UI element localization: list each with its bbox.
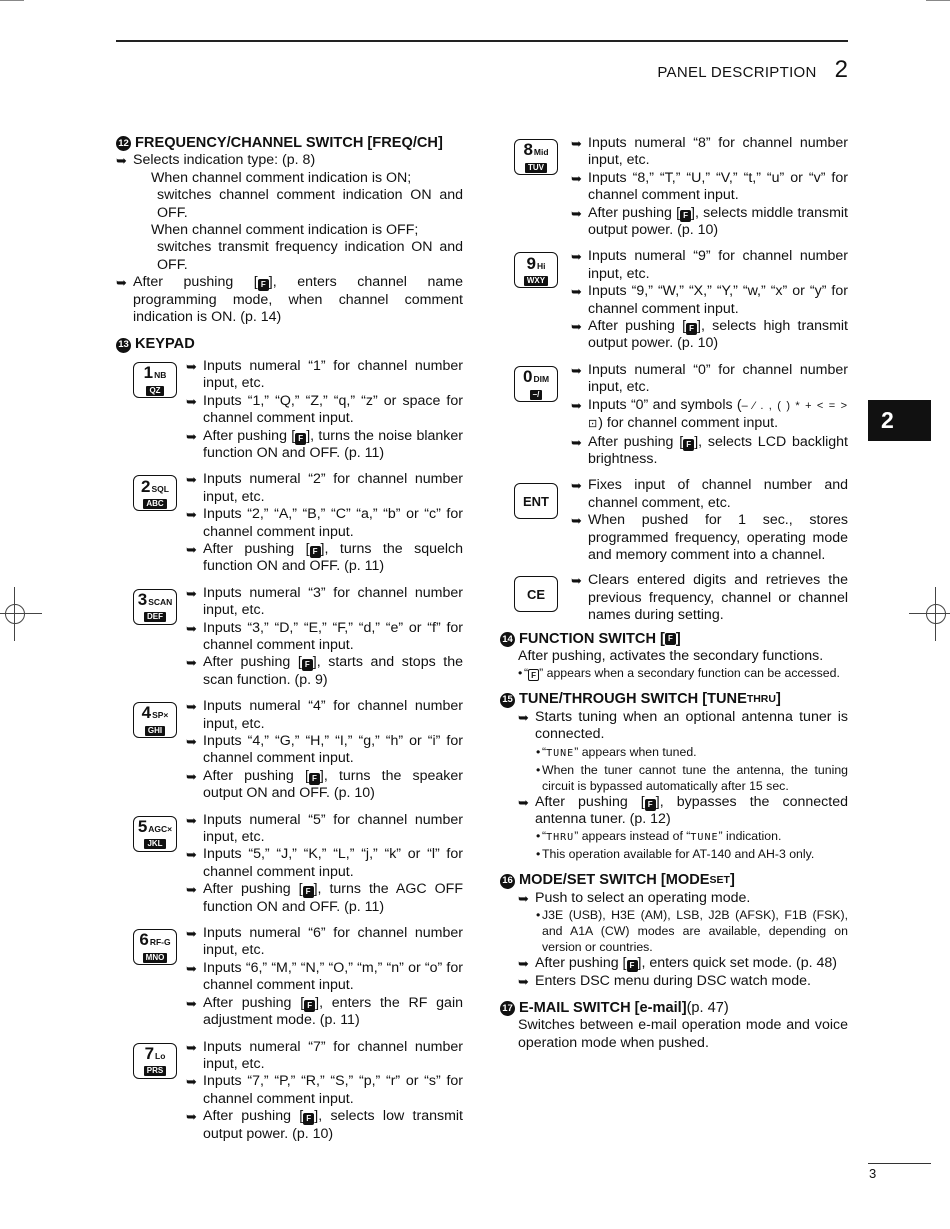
key-row: 6 RF-G MNO ➥ Inputs numeral “6” for channel number input, etc. ➥ Inputs “6,” “M,” “N,” “O,” “m,” “n” or “o” for channel comment input. ➥ After pushing [ F ], enters the RF gain adjustment mode. (p. 11) xyxy=(116,925,463,1029)
key-label: TUV xyxy=(525,163,547,173)
arrow-icon: ➥ xyxy=(571,205,582,221)
arrow-icon: ➥ xyxy=(571,513,582,529)
f-key-icon: F xyxy=(303,1113,314,1125)
arrow-icon: ➥ xyxy=(116,153,127,169)
arrow-icon: ➥ xyxy=(186,1109,197,1125)
arrow-icon: ➥ xyxy=(186,734,197,749)
f-key-icon: F xyxy=(302,659,313,671)
crop-mark xyxy=(0,0,24,1)
circled-number: 17 xyxy=(500,1001,515,1016)
arrow-icon: ➥ xyxy=(571,397,582,413)
f-key-icon: F xyxy=(627,960,638,972)
arrow-icon: ➥ xyxy=(186,585,197,601)
key-row: 1 NB QZ ➥ Inputs numeral “1” for channel number input, etc. ➥ Inputs “1,” “Q,” “Z,” “q,” “z” or space for channel comment input. ➥ After pushing [ F ], turns the noise blanker function ON and OFF. (p. 11) xyxy=(116,358,463,462)
f-key-icon: F xyxy=(258,279,269,291)
f-key-icon: F xyxy=(680,210,691,222)
arrow-icon: ➥ xyxy=(186,620,197,636)
keypad-key-9: 9 Hi WXY xyxy=(514,252,558,288)
arrow-icon: ➥ xyxy=(116,275,127,291)
keypad-key-2: 2 SQL ABC xyxy=(133,475,177,511)
registration-mark-right xyxy=(922,600,950,628)
arrow-icon: ➥ xyxy=(186,507,197,523)
arrow-icon: ➥ xyxy=(518,956,529,972)
keypad-key-8: 8 Mid TUV xyxy=(514,139,558,175)
key-label: –/ xyxy=(530,390,543,400)
key-row-ce: CE ➥ Clears entered digits and retrieves the previous frequency, channel or channel names during setting. xyxy=(514,572,848,624)
key-row: 4 SP× GHI ➥ Inputs numeral “4” for channel number input, etc. ➥ Inputs “4,” “G,” “H,” “I,” “g,” “h” or “i” for channel comment input. ➥ After pushing [ F ], turns the speaker output ON and OFF. (p. 10) xyxy=(116,698,463,802)
keypad-key-0: 0 DIM –/ xyxy=(514,366,558,402)
chapter-tab: 2 xyxy=(868,400,931,441)
key-label: PRS xyxy=(144,1066,166,1076)
lcd-tune: TUNE xyxy=(690,832,719,844)
section-title: 12 FREQUENCY/CHANNEL SWITCH [FREQ/CH] xyxy=(116,135,463,152)
arrow-icon: ➥ xyxy=(186,472,197,488)
lcd-thru: THRU xyxy=(546,832,575,844)
arrow-icon: ➥ xyxy=(571,136,582,151)
keypad-key-3: 3 SCAN DEF xyxy=(133,589,177,625)
arrow-icon: ➥ xyxy=(186,847,197,863)
key-label: WXY xyxy=(524,276,548,286)
arrow-icon: ➥ xyxy=(186,358,197,374)
arrow-icon: ➥ xyxy=(186,1039,197,1055)
key-label: JKL xyxy=(144,839,165,849)
arrow-icon: ➥ xyxy=(186,393,197,409)
section-tune-switch: 15 TUNE/THROUGH SWITCH [TUNE THRU ] ➥ Starts tuning when an optional antenna tuner is connected. • “TUNE” appears when tuned. • When the tuner cannot tune the antenna, the tuning circuit is bypassed automatically after 15 sec. ➥ After pushing [ F ], bypasses the connected antenna tuner. (p. 12) • “THRU” appears instead of “TUNE” indication. • This operation available for AT-140 and AH-3 only. xyxy=(500,691,848,862)
symbol-glyphs: – ⁄ . , ( ) * + < = > ⊡ xyxy=(588,399,848,431)
arrow-icon: ➥ xyxy=(571,249,582,265)
f-key-icon: F xyxy=(303,886,314,898)
arrow-icon: ➥ xyxy=(518,890,529,906)
section-title: 14 FUNCTION SWITCH [ F ] xyxy=(500,631,848,648)
header-title: PANEL DESCRIPTION xyxy=(657,64,817,81)
key-label: QZ xyxy=(146,386,163,396)
registration-mark-left xyxy=(1,600,29,628)
section-title: 17 E-MAIL SWITCH [e-mail] (p. 47) xyxy=(500,1000,848,1017)
arrow-icon: ➥ xyxy=(571,478,582,494)
right-column xyxy=(500,135,848,1062)
key-row: 0 DIM –/ ➥ Inputs numeral “0” for channel number input, etc. ➥ Inputs “0” and symbols (– ⁄ . , ( ) * + < = > ⊡) for channel comment input. ➥ After pushing [ F ], selects LCD backlight brightness. xyxy=(514,362,848,468)
arrow-icon: ➥ xyxy=(186,995,197,1011)
crop-mark xyxy=(926,0,950,1)
section-title: 16 MODE/SET SWITCH [MODE SET ] xyxy=(500,872,848,889)
section-freq-ch: 12 FREQUENCY/CHANNEL SWITCH [FREQ/CH] ➥ Selects indication type: (p. 8) When channel comment indication is ON; switches channel comment indication ON and OFF. When channel comment indication is OFF; switches transmit frequency indication ON and OFF. ➥ After pushing [ F ], enters channel name programming mode, when channel comment indication is ON. (p. 14) xyxy=(116,135,463,326)
keypad-list xyxy=(116,358,463,1143)
ent-key: ENT xyxy=(514,483,558,519)
section-title-keypad: 13 KEYPAD xyxy=(116,336,463,353)
f-key-icon: F xyxy=(686,323,697,335)
f-key-icon: F xyxy=(295,433,306,445)
lcd-tune: TUNE xyxy=(546,747,575,759)
circled-number: 13 xyxy=(116,338,131,353)
section-email-switch: 17 E-MAIL SWITCH [e-mail] (p. 47) Switches between e-mail operation mode and voice operation mode when pushed. xyxy=(500,1000,848,1052)
key-label: GHI xyxy=(145,726,165,736)
arrow-icon: ➥ xyxy=(571,319,582,335)
keypad-list-right xyxy=(514,135,848,468)
arrow-icon: ➥ xyxy=(186,1074,197,1090)
circled-number: 16 xyxy=(500,874,515,889)
arrow-icon: ➥ xyxy=(186,882,197,898)
header-chapter: 2 xyxy=(834,56,848,83)
circled-number: 15 xyxy=(500,693,515,708)
arrow-icon: ➥ xyxy=(186,428,197,444)
section-function-switch: 14 FUNCTION SWITCH [ F ] After pushing, activates the secondary functions. • “ F ” appears when a secondary function can be accessed. xyxy=(500,631,848,682)
arrow-icon: ➥ xyxy=(518,794,529,810)
keypad-key-5: 5 AGC× JKL xyxy=(133,816,177,852)
arrow-icon: ➥ xyxy=(186,541,197,557)
key-row: 7 Lo PRS ➥ Inputs numeral “7” for channel number input, etc. ➥ Inputs “7,” “P,” “R,” “S,” “p,” “r” or “s” for channel comment input. ➥ After pushing [ F ], selects low transmit output power. (p. 10) xyxy=(116,1039,463,1143)
keypad-key-6: 6 RF-G MNO xyxy=(133,929,177,965)
keypad-key-4: 4 SP× GHI xyxy=(133,702,177,738)
arrow-icon: ➥ xyxy=(571,573,582,589)
section-mode-switch: 16 MODE/SET SWITCH [MODE SET ] ➥ Push to select an operating mode. • J3E (USB), H3E (AM), LSB, J2B (AFSK), F1B (FSK), and A1A (CW) modes are available, depending on version or countries. ➥ After pushing [ F ], enters quick set mode. (p. 48) ➥ Enters DSC menu during DSC watch mode. xyxy=(500,872,848,990)
arrow-icon: ➥ xyxy=(571,434,582,450)
key-row: 3 SCAN DEF ➥ Inputs numeral “3” for channel number input, etc. ➥ Inputs “3,” “D,” “E,” “F,” “d,” “e” or “f” for channel comment input. ➥ After pushing [ F ], starts and stops the scan function. (p. 9) xyxy=(116,585,463,689)
f-key-icon: F xyxy=(309,773,320,785)
circled-number: 14 xyxy=(500,632,515,647)
key-label: ABC xyxy=(143,499,166,509)
key-label: DEF xyxy=(144,612,166,622)
arrow-icon: ➥ xyxy=(518,709,529,725)
ce-key: CE xyxy=(514,576,558,612)
arrow-icon: ➥ xyxy=(518,973,529,989)
f-key-icon: F xyxy=(645,799,656,811)
page-header xyxy=(657,56,848,84)
key-row: 8 Mid TUV ➥ Inputs numeral “8” for channel number input, etc. ➥ Inputs “8,” “T,” “U,” “V,” “t,” “u” or “v” for channel comment input. ➥ After pushing [ F ], selects middle transmit output power. (p. 10) xyxy=(514,135,848,239)
arrow-icon: ➥ xyxy=(571,170,582,186)
circled-number: 12 xyxy=(116,136,131,151)
keypad-key-1: 1 NB QZ xyxy=(133,362,177,398)
header-rule xyxy=(116,40,848,42)
left-column xyxy=(116,135,463,1147)
arrow-icon: ➥ xyxy=(186,812,197,828)
key-label: MNO xyxy=(143,953,168,963)
arrow-icon: ➥ xyxy=(571,362,582,378)
page-number: 3 xyxy=(869,1166,877,1181)
arrow-icon: ➥ xyxy=(571,284,582,300)
footer-rule xyxy=(868,1163,931,1164)
arrow-icon: ➥ xyxy=(186,655,197,671)
f-key-icon: F xyxy=(310,546,321,558)
keypad-key-7: 7 Lo PRS xyxy=(133,1043,177,1079)
arrow-icon: ➥ xyxy=(186,926,197,942)
arrow-icon: ➥ xyxy=(186,768,197,784)
f-key-icon: F xyxy=(665,633,676,645)
key-row-ent: ENT ➥ Fixes input of channel number and channel comment, etc. ➥ When pushed for 1 sec., stores programmed frequency, operating mode and memory comment into a channel. xyxy=(514,477,848,564)
key-row: 5 AGC× JKL ➥ Inputs numeral “5” for channel number input, etc. ➥ Inputs “5,” “J,” “K,” “L,” “j,” “k” or “l” for channel comment input. ➥ After pushing [ F ], turns the AGC OFF function ON and OFF. (p. 11) xyxy=(116,812,463,916)
f-key-icon: F xyxy=(683,439,694,451)
arrow-icon: ➥ xyxy=(186,699,197,715)
key-row: 2 SQL ABC ➥ Inputs numeral “2” for channel number input, etc. ➥ Inputs “2,” “A,” “B,” “C” “a,” “b” or “c” for channel comment input. ➥ After pushing [ F ], turns the squelch function ON and OFF. (p. 11) xyxy=(116,471,463,575)
f-key-icon: F xyxy=(304,1000,315,1012)
arrow-icon: ➥ xyxy=(186,960,197,976)
section-title: 15 TUNE/THROUGH SWITCH [TUNE THRU ] xyxy=(500,691,848,708)
key-row: 9 Hi WXY ➥ Inputs numeral “9” for channel number input, etc. ➥ Inputs “9,” “W,” “X,” “Y,” “w,” “x” or “y” for channel comment input. ➥ After pushing [ F ], selects high transmit output power. (p. 10) xyxy=(514,248,848,352)
f-indicator-icon: F xyxy=(528,669,539,681)
